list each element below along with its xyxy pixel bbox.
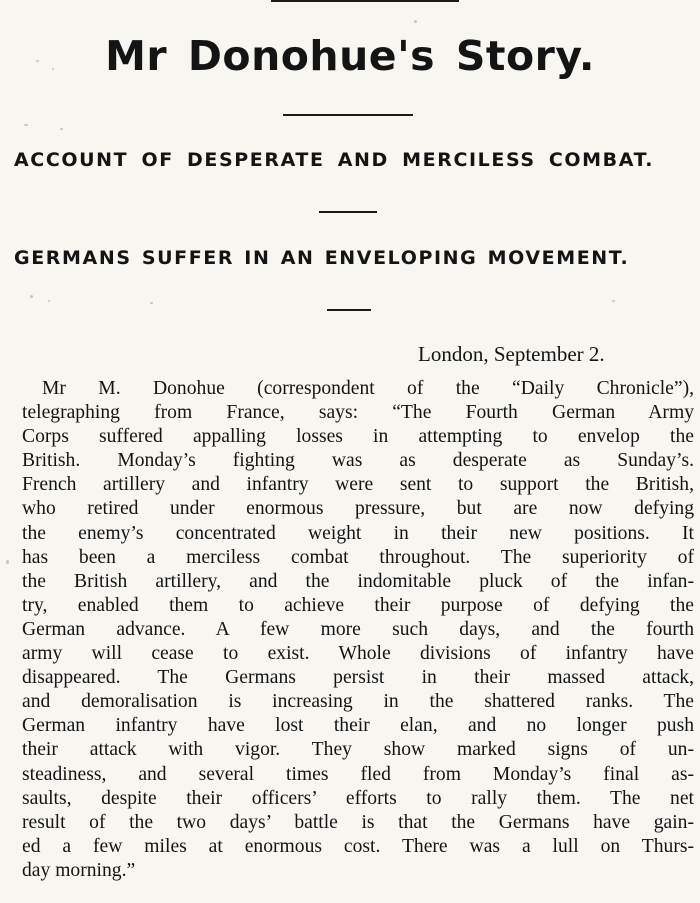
article-title: Mr Donohue's Story. — [105, 32, 595, 80]
divider-rule — [327, 309, 371, 311]
divider-rule — [283, 114, 413, 116]
body-line: saults, despite their officers’ efforts to rally them. The net — [22, 787, 694, 809]
print-speck — [150, 302, 153, 304]
body-line: the enemy’s concentrated weight in their new positions. It — [22, 522, 694, 544]
top-rule — [271, 0, 459, 2]
body-line: French artillery and infantry were sent to support the British, — [22, 474, 694, 496]
print-speck — [612, 300, 615, 302]
print-speck — [48, 300, 50, 302]
body-line: Corps suffered appalling losses in attempting to envelop the — [22, 426, 694, 448]
print-speck — [6, 560, 9, 564]
print-speck — [52, 68, 54, 70]
print-speck — [414, 20, 417, 23]
body-line: has been a merciless combat throughout. The superiority of — [22, 546, 694, 568]
print-speck — [60, 128, 63, 130]
body-line: try, enabled them to achieve their purpose of defying the — [22, 594, 694, 616]
divider-rule — [319, 211, 377, 213]
body-line: British. Monday’s fighting was as desperate as Sunday’s. — [22, 450, 694, 472]
print-speck — [24, 124, 28, 126]
body-line: army will cease to exist. Whole divisions of infantry have — [22, 643, 694, 665]
body-line: telegraphing from France, says: “The Fourth German Army — [22, 402, 694, 424]
body-line: disappeared. The Germans persist in their massed attack, — [22, 667, 694, 689]
subheadline-germans: GERMANS SUFFER IN AN ENVELOPING MOVEMENT. — [14, 247, 630, 269]
article-body — [22, 377, 694, 883]
body-line: day morning.” — [22, 859, 136, 881]
body-line: who retired under enormous pressure, but are now defying — [22, 498, 694, 520]
body-line: result of the two days’ battle is that the Germans have gain- — [22, 811, 694, 833]
subheadline-combat: ACCOUNT OF DESPERATE AND MERCILESS COMBAT. — [14, 149, 655, 171]
print-speck — [30, 295, 33, 298]
body-line: German advance. A few more such days, and the fourth — [22, 618, 694, 640]
body-line: ed a few miles at enormous cost. There was a lull on Thurs- — [22, 835, 694, 857]
body-line: steadiness, and several times fled from Monday’s final as- — [22, 763, 694, 785]
body-line: Mr M. Donohue (correspondent of the “Daily Chronicle”), — [42, 378, 694, 399]
body-line: and demoralisation is increasing in the shattered ranks. The — [22, 691, 694, 713]
body-line: their attack with vigor. They show marked signs of un- — [22, 739, 694, 761]
body-line: the British artillery, and the indomitable pluck of the infan- — [22, 570, 694, 592]
dateline: London, September 2. — [418, 342, 605, 366]
print-speck — [36, 60, 39, 62]
body-line: German infantry have lost their elan, and no longer push — [22, 715, 694, 737]
